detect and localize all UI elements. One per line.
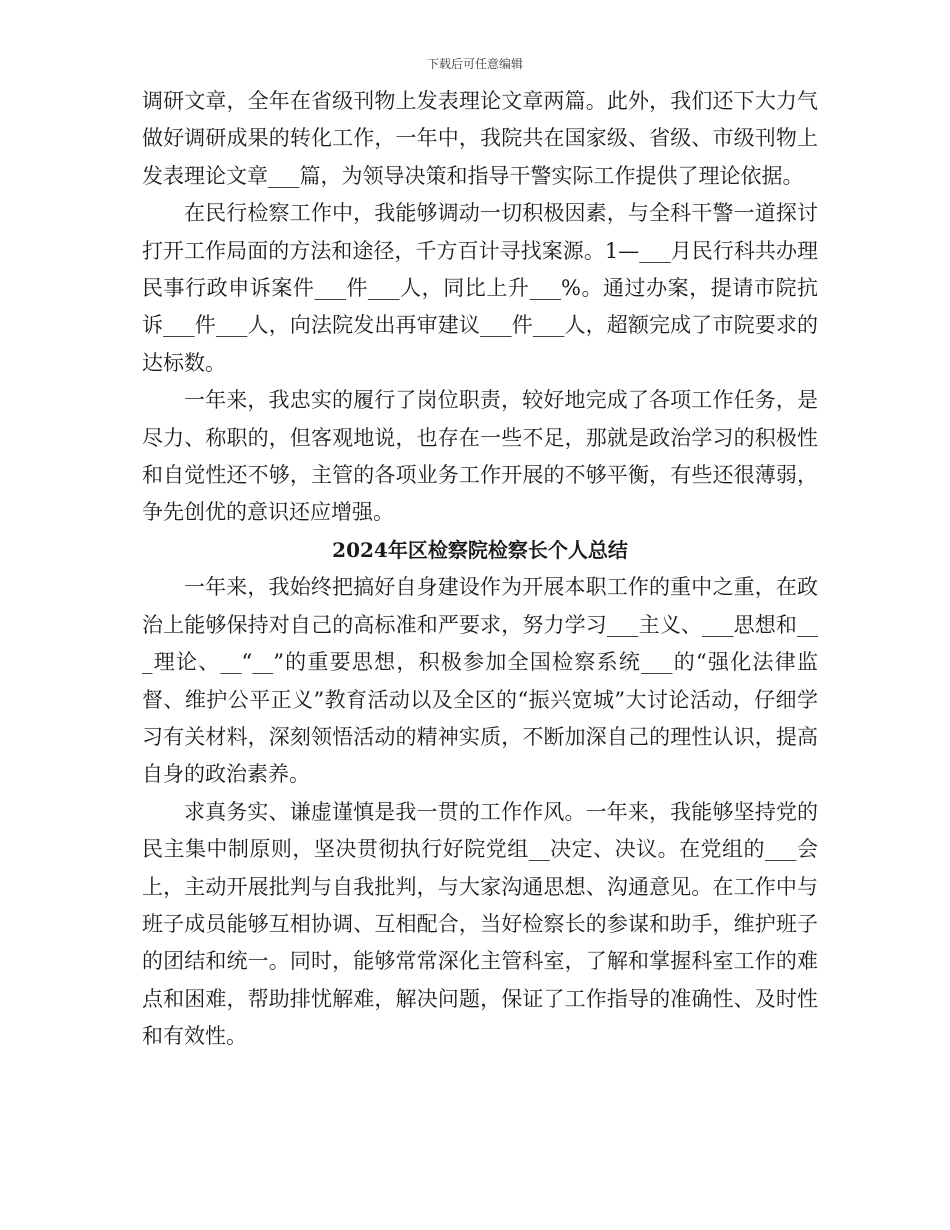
paragraph-3: 一年来，我忠实的履行了岗位职责，较好地完成了各项工作任务，是尽力、称职的，但客观地说，也存在一些不足，那就是政治学习的积极性和自觉性还不够，主管的各项业务工作开展的不够平衡，有些还很薄弱，争先创优的意识还应增强。 [142,388,818,525]
paragraph-1: 调研文章，全年在省级刊物上发表理论文章两篇。此外，我们还下大力气做好调研成果的转化工作，一年中，我院共在国家级、省级、市级刊物上发表理论文章___篇，为领导决策和指导干警实际工作提供了理论依据。 [142,89,818,188]
section-title: 2024年区检察院检察长个人总结 [332,537,628,562]
paragraph-5: 求真务实、谦虚谨慎是我一贯的工作作风。一年来，我能够坚持党的民主集中制原则，坚决贯彻执行好院党组__决定、决议。在党组的___会上，主动开展批判与自我批判，与大家沟通思想、沟通意见。在工作中与班子成员能够互相协调、互相配合，当好检察长的参谋和助手，维护班子的团结和统一。同时，能够常常深化主管科室，了解和掌握科室工作的难点和困难，帮助排忧解难，解决问题，保证了工作指导的准确性、及时性和有效性。 [142,799,818,1049]
paragraph-4: 一年来，我始终把搞好自身建设作为开展本职工作的重中之重，在政治上能够保持对自己的高标准和严要求，努力学习___主义、___思想和___理论、__“__”的重要思想，积极参加全国检察系统___的“强化法律监督、维护公平正义”教育活动以及全区的“振兴宽城”大讨论活动，仔细学习有关材料，深刻领悟活动的精神实质，不断加深自己的理性认识，提高自身的政治素养。 [142,575,818,787]
document-body [142,83,818,1056]
paragraph-2: 在民行检察工作中，我能够调动一切积极因素，与全科干警一道探讨打开工作局面的方法和途径，千方百计寻找案源。1—___月民行科共办理民事行政申诉案件___件___人，同比上升___%。通过办案，提请市院抗诉___件___人，向法院发出再审建议___件___人，超额完成了市院要求的达标数。 [142,201,818,375]
page-header: 下载后可任意编辑 [426,57,523,71]
